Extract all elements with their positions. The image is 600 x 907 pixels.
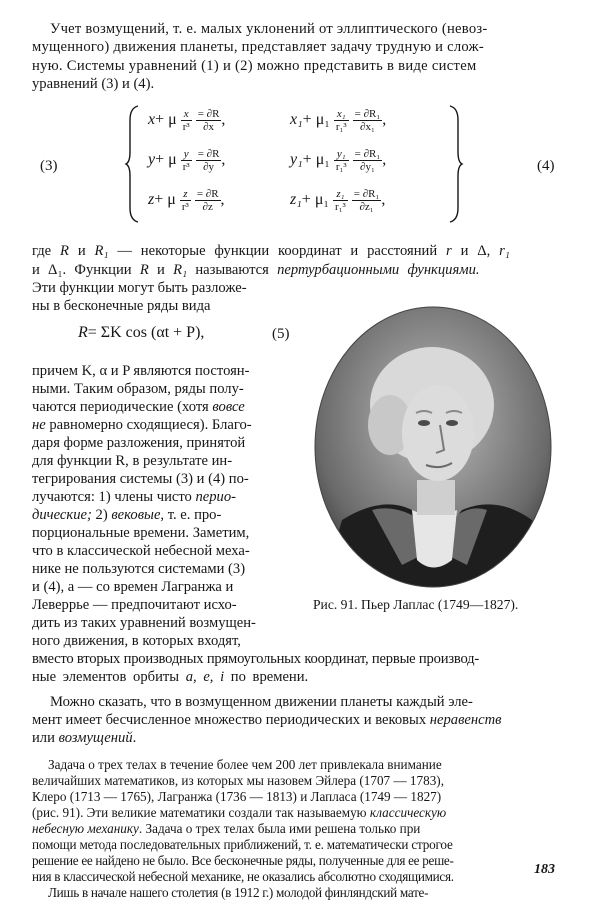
equation-row: z₁+ μ₁ $\frac{\text{z₁}}{\text{r₁³}}$ $\frac{\text{= ∂R₁}}{\text{∂z₁}}$ , xyxy=(290,188,386,213)
text-line: величайших математиков, из которых мы назовем Эйлера (1707 — 1783), xyxy=(32,773,444,788)
text-line: и (4), а — со времен Лагранжа и xyxy=(32,579,234,595)
formula-5-number: (5) xyxy=(272,326,290,342)
text-line: Задача о трех телах в течение более чем 200 лет привлекала внимание xyxy=(48,757,442,772)
text-line: причем K, α и P являются постоян- xyxy=(32,363,250,379)
text-line: Клеро (1713 — 1765), Лагранжа (1736 — 1813) и Лапласа (1749 — 1827) xyxy=(32,789,442,804)
text-line: не равномерно сходящиеся). Благо- xyxy=(32,417,252,433)
laplace-portrait xyxy=(312,305,554,590)
text-line: порциональные времени. Заметим, xyxy=(32,525,250,541)
text-line: ния в классической небесной механике, не оказались абсолютно сходящимися. xyxy=(32,869,454,884)
formula-5: R= ΣK cos (αt + P), xyxy=(78,324,205,341)
text-line: мент имеет бесчисленное множество периодических и вековых неравенств xyxy=(32,712,502,728)
text-line: небесную механику. Задача о трех телах была ими решена только при xyxy=(32,821,421,836)
text-line: тегрирования системы (3) и (4) по- xyxy=(32,471,249,487)
text-line: (рис. 91). Эти великие математики создали так называемую классическую xyxy=(32,805,447,820)
text-line: Можно сказать, что в возмущенном движении планеты каждый эле- xyxy=(50,694,473,710)
text-line: ные элементов орбиты a, e, i по времени. xyxy=(32,669,309,685)
text-line: нике не пользуются системами (3) xyxy=(32,561,246,577)
text-line: дические; 2) вековые, т. е. про- xyxy=(32,507,222,523)
text-line: вместо вторых производных прямоугольных координат, первые производ- xyxy=(32,651,480,667)
text-line: ную. Системы уравнений (1) и (2) можно представить в виде систем xyxy=(32,58,477,74)
figure-caption: Рис. 91. Пьер Лаплас (1749—1827). xyxy=(313,597,519,612)
text-line: и Δ₁. Функции R и R₁ называются пертурбационными функциями. xyxy=(32,262,480,278)
right-brace xyxy=(448,104,464,224)
equation-row: y₁+ μ₁ $\frac{\text{y₁}}{\text{r₁³}}$ $\frac{\text{= ∂R₁}}{\text{∂y₁}}$ , xyxy=(290,148,387,173)
equation-row: y+ μ $\frac{y}{\text{r³}}$ $\frac{= \partial R}{\partial y}$ , xyxy=(148,148,226,173)
text-line: лучаются: 1) члены чисто перио- xyxy=(32,489,237,505)
text-line: даря форме разложения, принятой xyxy=(32,435,246,451)
text-line: дить из таких уравнений возмущен- xyxy=(32,615,256,631)
text-line: чаются периодические (хотя вовсе xyxy=(32,399,245,415)
page-number: 183 xyxy=(534,862,555,877)
text-line: уравнений (3) и (4). xyxy=(32,76,155,92)
text-line: или возмущений. xyxy=(32,730,137,746)
left-brace xyxy=(124,104,140,224)
equation-number-left: (3) xyxy=(40,158,58,174)
text-line: ного движения, в которых входят, xyxy=(32,633,241,649)
text-line: решение ее найдено не было. Все бесконечные ряды, полученные для ее реше- xyxy=(32,853,454,868)
text-line: что в классической небесной меха- xyxy=(32,543,250,559)
text-line: мущенного) движения планеты, представляет задачу трудную и слож- xyxy=(32,39,484,55)
equation-row: x+ μ $\frac{x}{\text{r³}}$ $\frac{= \partial R}{\partial x}$ , xyxy=(148,108,226,133)
text-line: где R и R₁ — некоторые функции координат и расстояний r и Δ, r₁ xyxy=(32,243,510,259)
text-line: ными. Таким образом, ряды полу- xyxy=(32,381,244,397)
text-line: для функции R, в результате ин- xyxy=(32,453,233,469)
text-line: Эти функции могут быть разложе- xyxy=(32,280,247,296)
text-line: Лишь в начале нашего столетия (в 1912 г.) молодой финляндский мате- xyxy=(48,885,429,900)
text-line: ны в бесконечные ряды вида xyxy=(32,298,211,314)
equation-row: z+ μ $\frac{z}{\text{r³}}$ $\frac{= \partial R}{\partial z}$ , xyxy=(148,188,225,213)
equation-number-right: (4) xyxy=(537,158,555,174)
text-line: Учет возмущений, т. е. малых уклонений от эллиптического (невоз- xyxy=(50,21,488,37)
text-line: Леверрье — предпочитают исхо- xyxy=(32,597,237,613)
equation-row: x₁+ μ₁ $\frac{\text{x₁}}{\text{r₁³}}$ $\frac{\text{= ∂R₁}}{\text{∂x₁}}$ , xyxy=(290,108,387,133)
text-line: помощи метода последовательных приближений, т. е. математически строгое xyxy=(32,837,453,852)
